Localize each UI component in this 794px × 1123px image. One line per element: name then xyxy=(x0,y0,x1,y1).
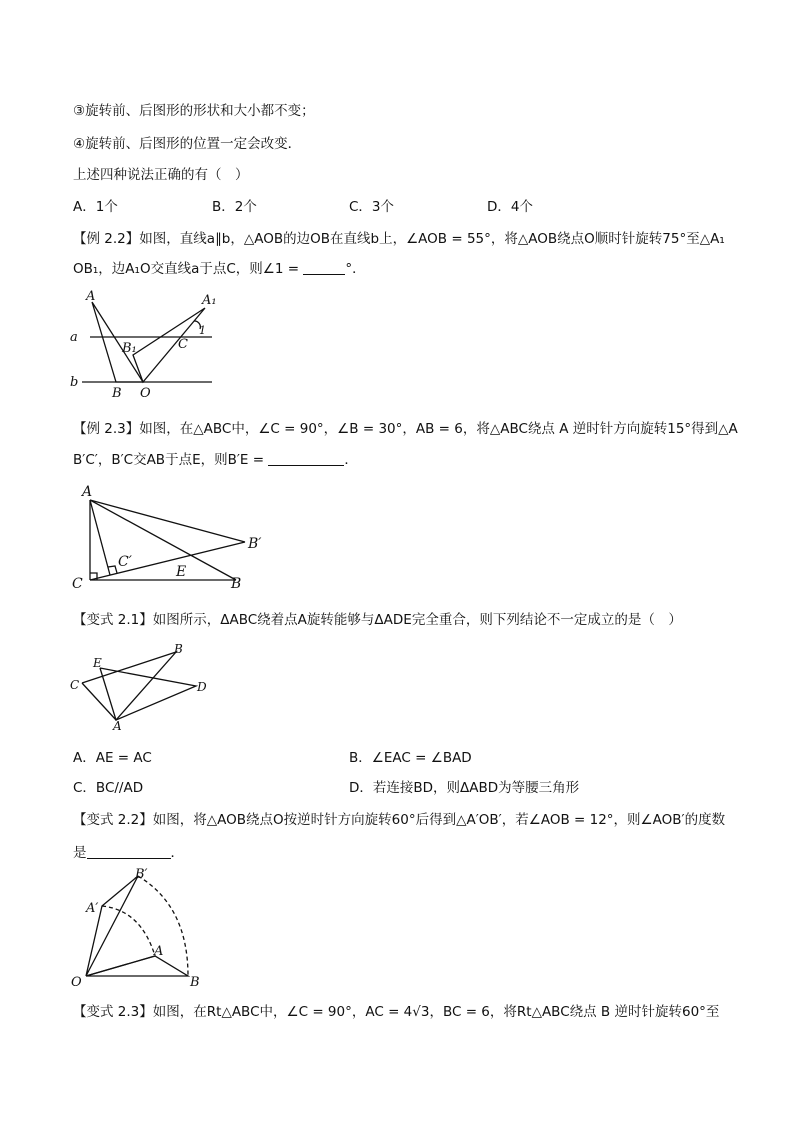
variant-2-3-text: 如图，在Rt△ABC中，∠C = 90°，AC = 4√3，BC = 6，将Rt△ABC绕点 B 逆时针旋转60°至 xyxy=(152,1004,720,1020)
variant-2-2-text: 如图，将△AOB绕点O按逆时针方向旋转60°后得到△A′OB′，若∠AOB = 12°，则∠AOB′的度数 xyxy=(152,812,726,828)
label-A: A xyxy=(86,289,96,304)
label-D: D xyxy=(197,680,207,694)
example-2-2-tag: 【例 2.2】 xyxy=(73,231,140,247)
option-c: C．3个 xyxy=(349,199,395,215)
triangle-aob xyxy=(86,956,188,976)
variant-2-1-text: 如图所示，ΔABC绕着点A旋转能够与ΔADE完全重合，则下列结论不一定成立的是（ ） xyxy=(152,612,682,628)
answer-blank[interactable] xyxy=(87,844,171,859)
variant-2-1-line xyxy=(73,610,682,630)
label-B: B xyxy=(174,642,183,656)
option-d: D．4个 xyxy=(487,199,533,215)
variant-2-2-text-2: 是 xyxy=(73,845,87,861)
label-A-prime: A′ xyxy=(86,901,99,916)
example-2-2-line2 xyxy=(73,259,366,279)
label-B: B xyxy=(112,386,122,401)
variant-2-2-tag: 【变式 2.2】 xyxy=(73,812,153,828)
label-B-prime: B′ xyxy=(248,536,262,552)
label-A: A xyxy=(113,719,122,733)
label-a: a xyxy=(70,330,78,345)
statement-3: ③旋转前、后图形的形状和大小都不变； xyxy=(73,103,315,119)
segment-oa xyxy=(86,956,155,976)
option-a: A．1个 xyxy=(73,199,118,215)
label-A: A xyxy=(154,944,164,959)
variant-2-1-tag: 【变式 2.1】 xyxy=(73,612,153,628)
example-2-3-text: 如图，在△ABC中，∠C = 90°，∠B = 30°，AB = 6，将△ABC绕点 A 逆时针方向旋转15°得到△A xyxy=(139,421,738,437)
figure-example-2-3 xyxy=(68,480,278,592)
example-2-3-line1 xyxy=(73,419,738,439)
variant-2-2-line2 xyxy=(73,843,184,863)
statement-4: ④旋转前、后图形的位置一定会改变． xyxy=(73,136,302,152)
label-C: C xyxy=(70,678,80,692)
example-2-2-line1 xyxy=(73,229,725,249)
question-prompt: 上述四种说法正确的有（ ） xyxy=(73,167,249,183)
variant-2-1-option-a: A．AE = AC xyxy=(73,750,152,766)
label-A1: A₁ xyxy=(202,293,217,308)
label-E: E xyxy=(176,564,187,580)
option-b: B．2个 xyxy=(212,199,257,215)
example-2-2-text: 如图，直线a∥b，△AOB的边OB在直线b上，∠AOB = 55°，将△AOB绕点O顺时针旋转75°至△A₁ xyxy=(139,231,725,247)
variant-2-2-end: ． xyxy=(170,845,184,861)
variant-2-1-option-d: D．若连接BD，则ΔABD为等腰三角形 xyxy=(349,780,580,796)
segment-cb-prime xyxy=(90,542,245,580)
figure-example-2-2 xyxy=(60,285,230,405)
example-2-3-text-2: B′C′，B′C交AB于点E，则B′E = xyxy=(73,452,269,468)
triangle-ade xyxy=(100,668,196,720)
variant-2-3-tag: 【变式 2.3】 xyxy=(73,1004,153,1020)
label-B: B xyxy=(190,975,200,990)
example-2-3-end: ． xyxy=(344,452,358,468)
figure-variant-2-2 xyxy=(66,866,216,992)
variant-2-3-line1 xyxy=(73,1002,719,1022)
label-b: b xyxy=(70,375,79,390)
label-B1: B₁ xyxy=(122,341,137,356)
variant-2-1-option-c: C．BC//AD xyxy=(73,780,144,796)
triangle-a1ob1 xyxy=(133,308,205,382)
label-A: A xyxy=(82,484,93,500)
segment-ab-prime xyxy=(90,500,245,542)
example-2-2-unit: °． xyxy=(345,261,366,277)
segment-ab xyxy=(90,500,236,580)
variant-2-2-line1 xyxy=(73,810,725,830)
answer-blank[interactable] xyxy=(268,451,344,466)
figure-variant-2-1 xyxy=(66,640,216,732)
segment-ac-prime xyxy=(90,500,110,575)
label-angle-1: 1 xyxy=(199,324,206,337)
example-2-3-line2 xyxy=(73,450,358,470)
label-O: O xyxy=(140,386,151,401)
label-O: O xyxy=(71,975,82,990)
label-B: B xyxy=(231,576,242,592)
triangle-a-prime-ob-prime xyxy=(86,876,138,976)
variant-2-1-option-b: B．∠EAC = ∠BAD xyxy=(349,750,472,766)
label-C: C xyxy=(178,337,188,352)
example-2-3-tag: 【例 2.3】 xyxy=(73,421,140,437)
label-B-prime: B′ xyxy=(135,867,148,882)
label-C: C xyxy=(72,576,83,592)
label-E: E xyxy=(93,656,102,670)
label-C-prime: C′ xyxy=(118,554,132,570)
answer-blank[interactable] xyxy=(303,260,345,275)
example-2-2-text-2: OB₁，边A₁O交直线a于点C，则∠1 = xyxy=(73,261,304,277)
